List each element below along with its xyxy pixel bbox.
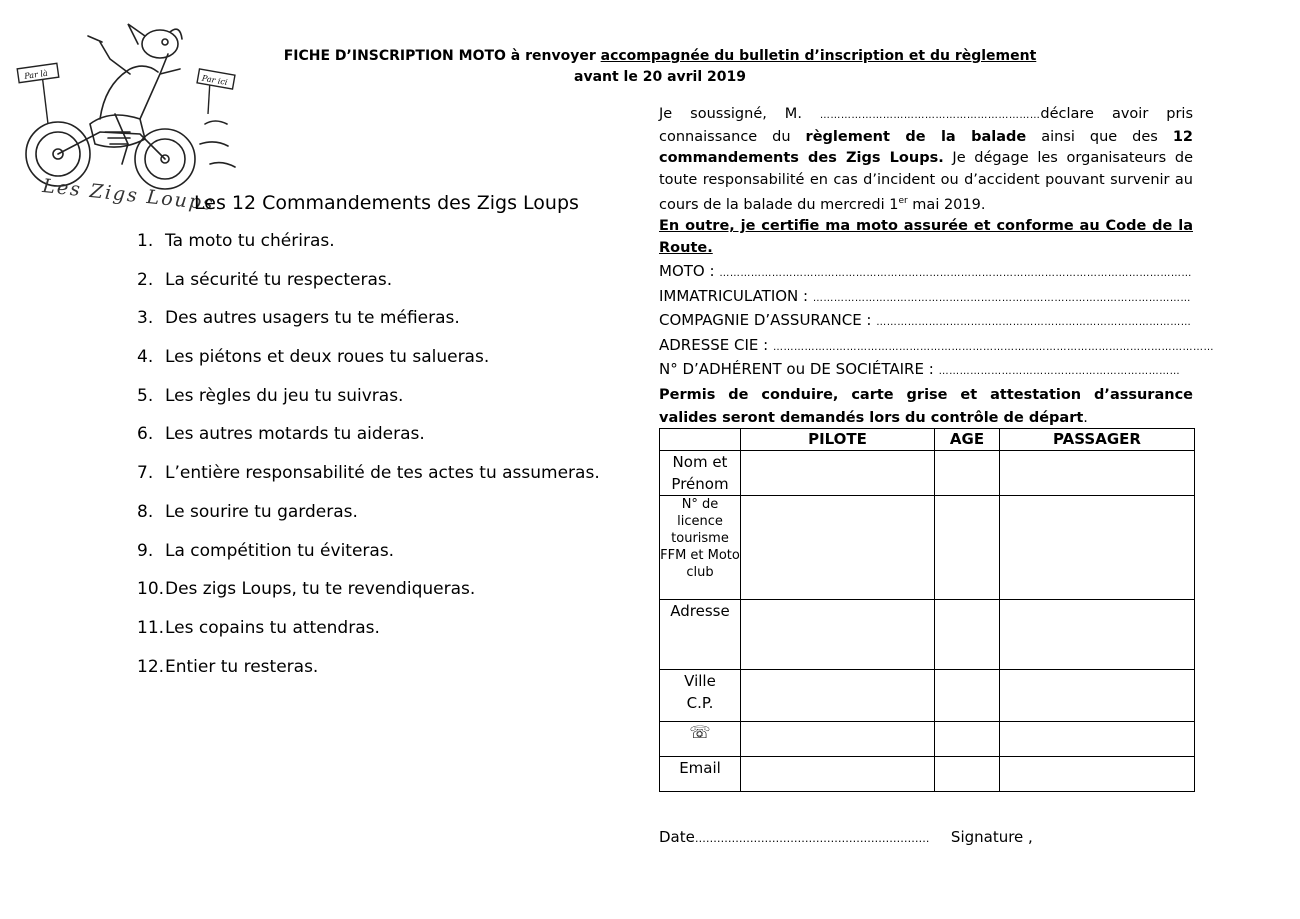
commandment-text: Les règles du jeu tu suivras. — [165, 385, 404, 406]
commandment-text: L’entière responsabilité de tes actes tu assumeras. — [165, 463, 600, 484]
table-header-age: AGE — [935, 429, 1000, 451]
declaration-section — [659, 104, 1214, 430]
commandment-text: Ta moto tu chériras. — [165, 231, 335, 251]
commandment-item — [137, 308, 600, 347]
declaration-intro: Je soussigné, M. — [659, 106, 820, 122]
commandment-item — [137, 231, 600, 270]
commandment-number: 4. — [137, 347, 154, 368]
form-header — [260, 46, 1060, 88]
required-documents-text: Permis de conduire, carte grise et attestation d’assurance valides seront demandés lors du contrôle de départ — [659, 386, 1193, 426]
declaration-paragraph — [659, 104, 1193, 216]
table-row — [660, 722, 1195, 757]
commandment-item — [137, 424, 600, 463]
table-row — [660, 670, 1195, 722]
field-dots[interactable]: ……………………………………………………………………………………………… — [812, 292, 1191, 304]
commandment-number: 3. — [137, 308, 154, 329]
row-label-address: Adresse — [660, 600, 741, 670]
logo-text: Les Zigs Loups — [41, 175, 216, 215]
table-header-passager: PASSAGER — [1000, 429, 1195, 451]
cell-pilote-city[interactable] — [741, 670, 935, 722]
row-label-license: N° de licence tourisme FFM et Moto club — [660, 496, 741, 600]
field-label: MOTO : — [659, 262, 720, 281]
commandment-number: 6. — [137, 424, 154, 445]
cell-pilote-email[interactable] — [741, 757, 935, 792]
field-dots[interactable]: ……………………………………………………………………………………………………………… — [772, 341, 1214, 353]
table-row — [660, 757, 1195, 792]
insurance-certification: En outre, je certifie ma moto assurée et conforme au Code de la Route. — [659, 218, 1193, 256]
row-label-email: Email — [660, 757, 741, 792]
declaration-text: mai 2019. — [907, 196, 986, 213]
field-moto[interactable] — [659, 259, 1193, 284]
field-label: N° D’ADHÉRENT ou DE SOCIÉTAIRE : — [659, 360, 939, 379]
declaration-sup: er — [898, 196, 908, 206]
field-label: IMMATRICULATION : — [659, 286, 813, 305]
cell-pilote-license[interactable] — [741, 496, 935, 600]
commandment-number: 8. — [137, 501, 154, 522]
declaration-text: ainsi que des — [1026, 128, 1173, 145]
declaration-bold-rules: règlement de la balade — [805, 128, 1027, 145]
commandments-list — [137, 231, 600, 695]
cell-passager-phone[interactable] — [1000, 722, 1195, 757]
commandment-text: Les piétons et deux roues tu salueras. — [165, 347, 490, 368]
commandment-text: Le sourire tu garderas. — [165, 501, 358, 522]
signpost-left-label: Par là — [23, 68, 49, 81]
commandment-text: Les copains tu attendras. — [165, 617, 380, 638]
commandment-number: 12. — [137, 656, 165, 677]
field-member-number[interactable] — [659, 357, 1193, 382]
row-label-city: Ville C.P. — [660, 670, 741, 722]
commandment-item — [137, 463, 600, 502]
commandment-text: La sécurité tu respecteras. — [165, 269, 393, 290]
table-header-pilote: PILOTE — [741, 429, 935, 451]
field-dots[interactable]: ……………………………………………………………………………… — [876, 317, 1192, 329]
table-header-row — [660, 429, 1195, 451]
table-row — [660, 496, 1195, 600]
phone-icon: ☏ — [660, 722, 741, 757]
commandment-number: 11. — [137, 617, 165, 638]
date-dotted-line[interactable]: ………………………………………………………. — [694, 832, 930, 845]
header-prefix: FICHE D’INSCRIPTION MOTO à renvoyer — [283, 48, 601, 64]
header-underlined: accompagnée du bulletin d’inscription et du règlement — [600, 48, 1037, 64]
commandment-item — [137, 579, 600, 618]
commandments-title: Les 12 Commandements des Zigs Loups — [194, 192, 579, 214]
table-row — [660, 600, 1195, 670]
declaration-text: déclare avoir pris connaissance du — [659, 106, 1193, 145]
field-immatriculation[interactable] — [659, 284, 1193, 309]
cell-passager-city[interactable] — [1000, 670, 1195, 722]
signature-footer — [659, 828, 1033, 846]
required-documents-end: . — [1083, 409, 1088, 426]
date-label: Date — [659, 828, 695, 846]
cell-age-license[interactable] — [935, 496, 1000, 600]
cell-age-address[interactable] — [935, 600, 1000, 670]
commandment-number: 2. — [137, 269, 154, 290]
cell-age-phone[interactable] — [935, 722, 1000, 757]
table-header-empty — [660, 429, 741, 451]
commandment-item — [137, 541, 600, 580]
commandment-text: Des autres usagers tu te méfieras. — [165, 308, 460, 329]
commandment-number: 7. — [137, 463, 154, 484]
commandment-item — [137, 657, 600, 696]
row-label-name: Nom et Prénom — [660, 451, 741, 496]
cell-age-name[interactable] — [935, 451, 1000, 496]
field-insurance-address[interactable] — [659, 333, 1214, 358]
cell-pilote-name[interactable] — [741, 451, 935, 496]
field-dots[interactable]: …………………………………………………………… — [938, 366, 1181, 378]
field-label: ADRESSE CIE : — [659, 335, 773, 354]
commandment-number: 5. — [137, 385, 154, 406]
commandment-number: 1. — [137, 231, 154, 251]
field-label: COMPAGNIE D’ASSURANCE : — [659, 311, 877, 330]
name-dotted-line[interactable]: ……………………………………………………… — [819, 110, 1041, 121]
cell-passager-license[interactable] — [1000, 496, 1195, 600]
signature-label: Signature , — [950, 828, 1033, 846]
cell-age-email[interactable] — [935, 757, 1000, 792]
table-row — [660, 451, 1195, 496]
declaration-text: Je dégage les organisateurs de toute responsabilité en cas d’incident ou d’accident pouvant survenir au cours de la balade du mercredi 1 — [659, 150, 1193, 213]
commandment-item — [137, 386, 600, 425]
commandment-item — [137, 270, 600, 309]
required-documents-note — [659, 384, 1193, 430]
commandment-text: Des zigs Loups, tu te revendiqueras. — [165, 579, 476, 600]
commandment-text: Les autres motards tu aideras. — [165, 424, 425, 445]
header-deadline: avant le 20 avril 2019 — [574, 69, 746, 85]
declaration-bold-commandments: 12 commandements des Zigs Loups. — [659, 128, 1193, 166]
cell-passager-address[interactable] — [1000, 600, 1195, 670]
cell-passager-name[interactable] — [1000, 451, 1195, 496]
field-insurance-company[interactable] — [659, 308, 1193, 333]
commandment-number: 10. — [137, 579, 165, 600]
cell-pilote-phone[interactable] — [741, 722, 935, 757]
commandment-item — [137, 347, 600, 386]
field-dots[interactable]: ……………………………………………………………………………………………………………………… — [719, 268, 1192, 280]
header-line-1 — [260, 46, 1060, 67]
commandment-item — [137, 502, 600, 541]
commandment-item — [137, 618, 600, 657]
cell-pilote-address[interactable] — [741, 600, 935, 670]
cell-age-city[interactable] — [935, 670, 1000, 722]
signpost-right-label: Par ici — [201, 73, 229, 87]
commandment-number: 9. — [137, 540, 154, 561]
cell-passager-email[interactable] — [1000, 757, 1195, 792]
registration-table — [659, 428, 1195, 792]
commandment-text: Entier tu resteras. — [165, 656, 319, 677]
commandment-text: La compétition tu éviteras. — [165, 540, 395, 561]
